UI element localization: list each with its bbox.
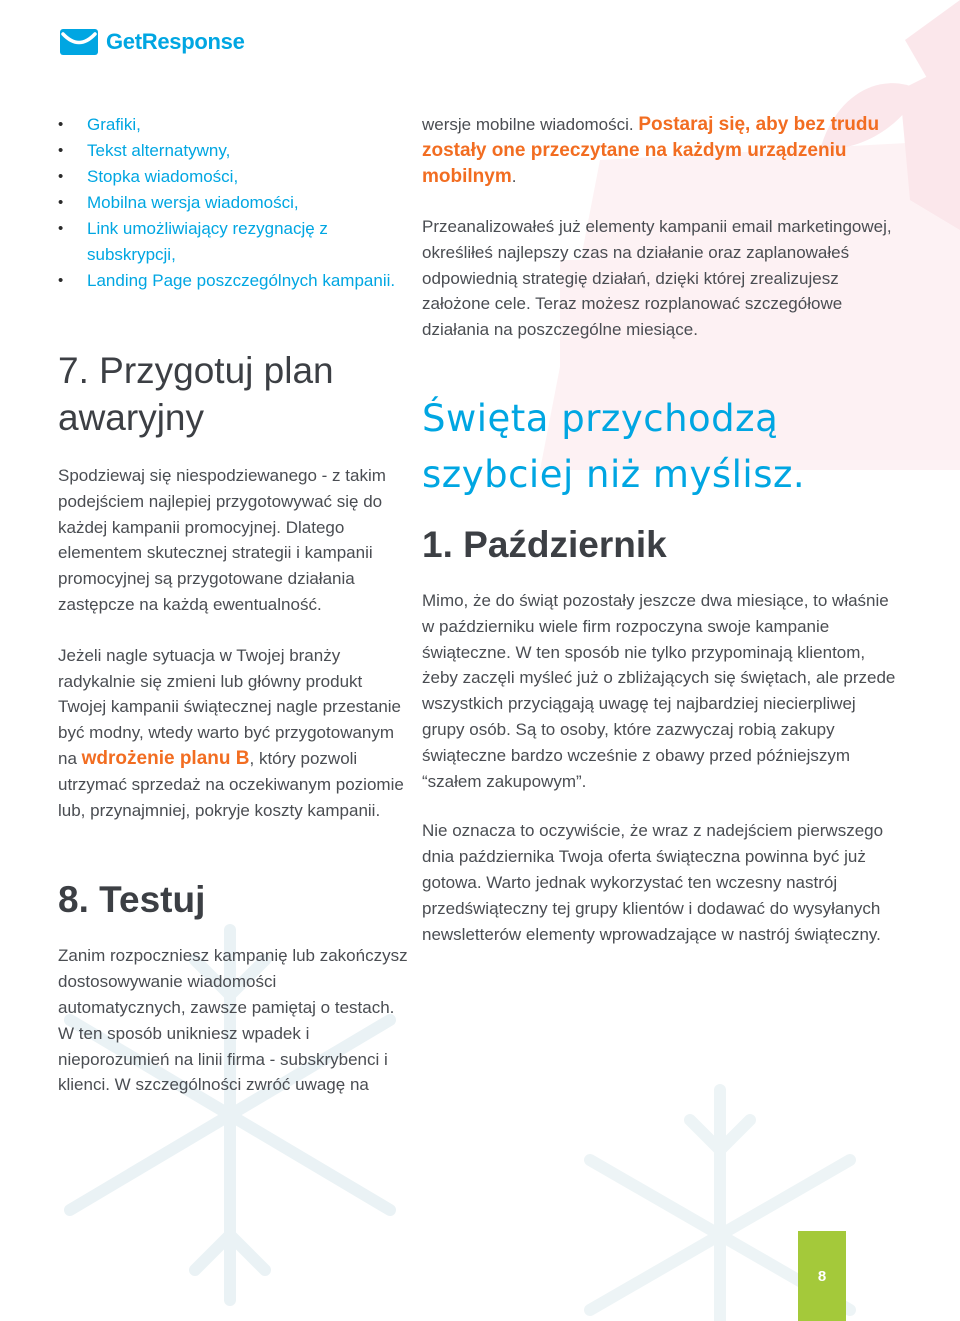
mobile-highlight: Postaraj się, aby bez trudu zostały one przeczytane na każdym urządzeniu mobilnym xyxy=(422,114,880,187)
section-8-paragraph: Zanim rozpoczniesz kampanię lub zakończysz dostosowywanie wiadomości automatycznych, zawsze pamiętaj o testach. W ten sposób unikniesz wpadek i nieporozumień na linii firma - subskrybenci i klienci. W szczególności zwróć uwagę na xyxy=(58,946,408,1095)
section-1-paragraph-1: Mimo, że do świąt pozostały jeszcze dwa miesiące, to właśnie w październiku wiele firm rozpoczyna swoje kampanie świąteczne. W ten sposób nie tylko przypominają klientom, żeby zaczęli myśleć już o zbliżających się świętach, ale przede wszystkich przyciągają uwagę tej najbardziej niecierpliwej grupy osób. Są to osoby, które zazwyczaj robią zakupy świąteczne bardzo wcześnie z obawy przed późniejszym “szałem zakupowym”. xyxy=(422,590,896,791)
left-column xyxy=(58,112,408,1098)
section-8-title: 8. Testuj xyxy=(58,879,206,921)
mobile-paragraph: wersje mobilne wiadomości. Postaraj się, aby bez trudu zostały one przeczytane na każdym urządzeniu mobilnym. xyxy=(422,114,880,187)
envelope-icon xyxy=(60,29,98,55)
headline: Święta przychodzą szybciej niż myślisz. xyxy=(422,396,806,496)
list-item: • Tekst alternatywny, xyxy=(58,138,408,164)
element-list xyxy=(58,112,408,294)
getresponse-logo xyxy=(60,27,245,57)
list-item: • Link umożliwiający rezygnację z subskrypcji, xyxy=(58,216,408,268)
list-item: • Grafiki, xyxy=(58,112,408,138)
right-column xyxy=(422,112,902,947)
section-1-paragraph-2: Nie oznacza to oczywiście, że wraz z nadejściem pierwszego dnia października Twoja oferta świąteczna powinna być już gotowa. Warto jednak wykorzystać ten wczesny nastrój przedświąteczny tej grupy klientów i dodawać do wysyłanych newsletterów elementy wprowadzające w nastrój świąteczny. xyxy=(422,821,884,944)
list-item: • Stopka wiadomości, xyxy=(58,164,408,190)
page-number-badge xyxy=(798,1231,846,1321)
section-7-paragraph-2: Jeżeli nagle sytuacja w Twojej branży radykalnie się zmieni lub główny produkt Twojej kampanii świątecznej nagle przestanie być modny, wtedy warto być przygotowanym na wdrożenie planu B, który pozwoli utrzymać sprzedaż na oczekiwanym poziomie lub, przynajmniej, pokryje koszty kampanii. xyxy=(58,645,404,820)
list-item: • Mobilna wersja wiadomości, xyxy=(58,190,408,216)
section-7-paragraph-1: Spodziewaj się niespodziewanego - z takim podejściem najlepiej przygotowywać się do każdej kampanii promocyjnej. Dlatego elementem skutecznej strategii i kampanii promocyjnej są przygotowane działania zastępcze na każdą ewentualność. xyxy=(58,466,386,614)
summary-paragraph: Przeanalizowałeś już elementy kampanii email marketingowej, określiłeś najlepszy czas na działanie oraz zaplanowałeś odpowiednią strategię działań, dzięki której zrealizujesz założone cele. Teraz możesz rozplanować szczegółowe działania na poszczególne miesiące. xyxy=(422,217,892,340)
page-number: 8 xyxy=(817,1267,827,1285)
section-1-title: 1. Październik xyxy=(422,523,667,565)
brand-name: GetResponse xyxy=(106,29,245,54)
plan-b-highlight: wdrożenie planu B xyxy=(81,747,250,769)
section-7-title: 7. Przygotuj plan awaryjny xyxy=(58,350,334,438)
list-item: • Landing Page poszczególnych kampanii. xyxy=(58,268,408,294)
